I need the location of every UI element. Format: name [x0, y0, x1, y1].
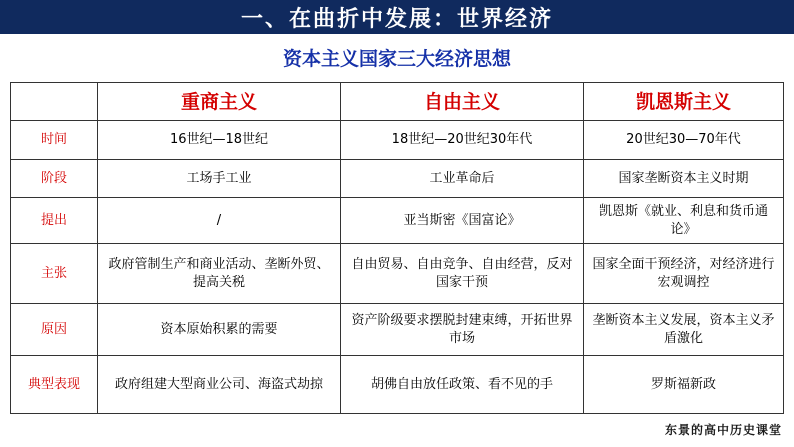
table-cell: /	[98, 198, 341, 244]
table-cell: 胡佛自由放任政策、看不见的手	[341, 356, 584, 414]
table-header-row	[11, 83, 784, 121]
page-title: 一、在曲折中发展：世界经济	[240, 5, 553, 32]
table-cell: 政府组建大型商业公司、海盗式劫掠	[98, 356, 341, 414]
table-row	[11, 121, 784, 160]
table-cell: 资本原始积累的需要	[98, 304, 341, 356]
row-label-time: 时间	[11, 121, 98, 160]
table-cell: 国家全面干预经济，对经济进行宏观调控	[584, 244, 784, 304]
header-keynesianism: 凯恩斯主义	[584, 83, 784, 121]
table-cell: 工业革命后	[341, 160, 584, 198]
row-label-stage: 阶段	[11, 160, 98, 198]
table-cell: 国家垄断资本主义时期	[584, 160, 784, 198]
table-cell: 政府管制生产和商业活动、垄断外贸、提高关税	[98, 244, 341, 304]
title-bar	[0, 0, 794, 34]
table-cell: 资产阶级要求摆脱封建束缚，开拓世界市场	[341, 304, 584, 356]
table-cell: 工场手工业	[98, 160, 341, 198]
table-cell: 16世纪—18世纪	[98, 121, 341, 160]
row-label-claims: 主张	[11, 244, 98, 304]
row-label-examples: 典型表现	[11, 356, 98, 414]
table-row	[11, 160, 784, 198]
row-label-reason: 原因	[11, 304, 98, 356]
comparison-table	[10, 82, 784, 414]
watermark: 东景的高中历史课堂	[664, 423, 782, 437]
header-cell-empty	[11, 83, 98, 121]
table-row	[11, 244, 784, 304]
table-row	[11, 198, 784, 244]
table-row	[11, 356, 784, 414]
table-cell: 垄断资本主义发展，资本主义矛盾激化	[584, 304, 784, 356]
table-caption: 资本主义国家三大经济思想	[282, 48, 511, 70]
row-label-proposer: 提出	[11, 198, 98, 244]
table-cell: 亚当斯密《国富论》	[341, 198, 584, 244]
table-cell: 罗斯福新政	[584, 356, 784, 414]
table-cell: 18世纪—20世纪30年代	[341, 121, 584, 160]
header-mercantilism: 重商主义	[98, 83, 341, 121]
header-liberalism: 自由主义	[341, 83, 584, 121]
table-cell: 20世纪30—70年代	[584, 121, 784, 160]
table-row	[11, 304, 784, 356]
table-cell: 凯恩斯《就业、利息和货币通论》	[584, 198, 784, 244]
table-cell: 自由贸易、自由竞争、自由经营，反对国家干预	[341, 244, 584, 304]
